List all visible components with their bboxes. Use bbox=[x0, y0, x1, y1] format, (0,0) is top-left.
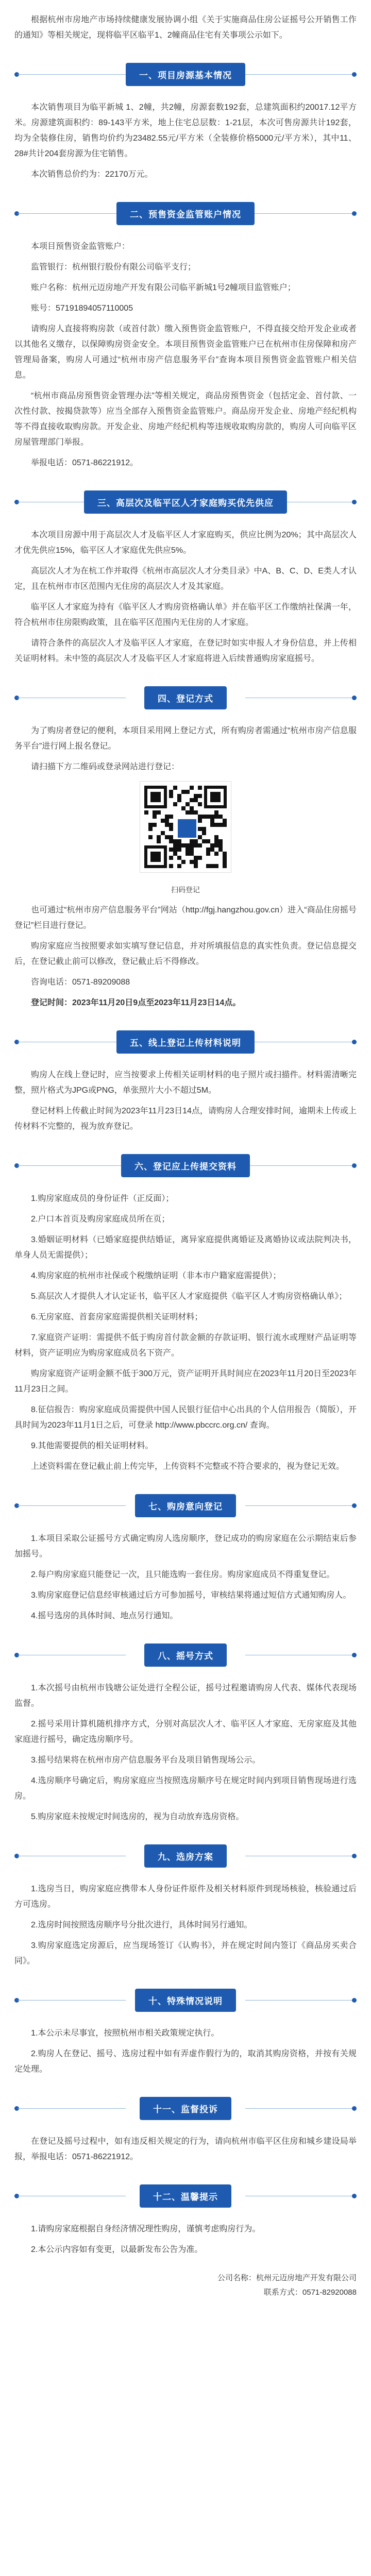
heading-dot-icon bbox=[352, 2194, 357, 2198]
section-paragraph: 购房家庭应当按照要求如实填写登记信息，并对所填报信息的真实性负责。登记信息提交后，在登记截止前可以修改，登记截止后不得修改。 bbox=[14, 942, 357, 966]
section-paragraph: 高层次人才为在杭工作并取得《杭州市高层次人才分类目录》中A、B、C、D、E类人才认定，且在杭州市市区范围内无住房的高层次人才及其家庭。 bbox=[14, 567, 357, 591]
section-paragraph: 4.选房顺序号确定后，购房家庭应当按照选房顺序号在规定时间内到项目销售现场进行选房。 bbox=[14, 1776, 357, 1801]
section-paragraph: 1.本次摇号由杭州市钱塘公证处进行全程公证，摇号过程邀请购房人代表、媒体代表现场监督。 bbox=[14, 1684, 357, 1708]
footer-date: 联系方式：0571-82920088 bbox=[263, 2288, 357, 2297]
heading-divider bbox=[18, 2108, 126, 2109]
footer bbox=[14, 2271, 357, 2310]
section-paragraph: 请扫描下方二维码或登录网站进行登记： bbox=[31, 762, 180, 771]
section-paragraph: 请符合条件的高层次人才及临平区人才家庭，在登记时如实申报人才身份信息，并上传相关证明材料。未中签的高层次人才及临平区人才家庭将进入后续普通购房家庭摇号。 bbox=[14, 639, 357, 663]
heading-divider bbox=[245, 1505, 353, 1506]
intro-paragraph: 根据杭州市房地产市场持续健康发展协调小组《关于实施商品住房公证摇号公开销售工作的通知》等相关规定，现将临平区临平1、2幢商品住宅有关事项公示如下。 bbox=[14, 15, 357, 40]
section-paragraph: 2.户口本首页及购房家庭成员所在页； bbox=[31, 1215, 170, 1224]
heading-divider bbox=[18, 213, 126, 214]
section-paragraph: 上述资料需在登记截止前上传完毕，上传资料不完整或不符合要求的，视为登记无效。 bbox=[31, 1462, 345, 1471]
section-paragraph: 8.征信报告：购房家庭成员需提供中国人民银行征信中心出具的个人信用报告（简版），开具时间为2023年11月1日之后，可登录 http://www.pbccrc.org.cn/ 查询。 bbox=[14, 1405, 357, 1430]
heading-dot-icon bbox=[352, 1854, 357, 1858]
section-paragraph: 临平区人才家庭为持有《临平区人才购房资格确认单》并在临平区工作缴纳社保满一年，符合杭州市住房限购政策，且在临平区范围内无住房的人才家庭。 bbox=[14, 603, 357, 627]
section-paragraph: “杭州市商品房预售资金管理办法”等相关规定，商品房预售资金（包括定金、首付款、一次性付款、按揭贷款等）应当全部存入预售资金监管账户。商品房开发企业、房地产经纪机构等不得直接收取购房款。开发企业、房地产经纪机构等违规收取购房款的，购房人可向临平区房屋管理部门举报。 bbox=[14, 392, 357, 447]
section-title: 八、摇号方式 bbox=[144, 1643, 227, 1667]
section-heading bbox=[14, 488, 357, 515]
section-paragraph: 请购房人直接将购房款（或首付款）缴入预售资金监管账户，不得直接交给开发企业或者以其他名义缴存，以保障购房资金安全。本项目预售资金监管账户已在杭州市住房保障和房产管理局备案，购房人可通过“杭州市房产信息服务平台”查询本项目预售资金监管账户相关信息。 bbox=[14, 325, 357, 380]
section-paragraph: 5.高层次人才提供人才认定证书，临平区人才家庭提供《临平区人才购房资格确认单》； bbox=[31, 1292, 347, 1301]
section-paragraph: 登记材料上传截止时间为2023年11月23日14点，请购房人合理安排时间，逾期未上传或上传材料不完整的，视为放弃登记。 bbox=[14, 1107, 357, 1131]
section-paragraph: 1.本公示未尽事宜，按照杭州市相关政策规定执行。 bbox=[31, 2029, 220, 2038]
heading-divider bbox=[18, 1165, 126, 1166]
section-title: 十、特殊情况说明 bbox=[135, 1989, 236, 2012]
section-paragraph: 5.购房家庭未按规定时间选房的，视为自动放弃选房资格。 bbox=[31, 1812, 244, 1821]
section-paragraph: 也可通过“杭州市房产信息服务平台”网站（http://fgj.hangzhou.gov.cn）进入“商品住房摇号登记”栏目进行登记。 bbox=[14, 906, 357, 930]
section-title: 七、购房意向登记 bbox=[135, 1494, 236, 1517]
section-paragraph: 咨询电话：0571-89209088 bbox=[31, 978, 130, 987]
section-paragraph: 4.购房家庭的杭州市社保或个税缴纳证明（非本市户籍家庭需提供）； bbox=[31, 1272, 281, 1280]
section-paragraph: 4.摇号选房的具体时间、地点另行通知。 bbox=[31, 1612, 178, 1620]
section-paragraph: 本次项目房源中用于高层次人才及临平区人才家庭购买，供应比例为20%；其中高层次人才优先供应15%，临平区人才家庭优先供应5%。 bbox=[14, 531, 357, 555]
section-paragraph: 为了购房者登记的便利，本项目采用网上登记方式，所有购房者需通过“杭州市房产信息服务平台”进行网上报名登记。 bbox=[14, 726, 357, 751]
section-paragraph: 3.购房家庭登记信息经审核通过后方可参加摇号，审核结果将通过短信方式通知购房人。 bbox=[31, 1591, 351, 1600]
section-paragraph: 账户名称：杭州元迈房地产开发有限公司临平新城1号2幢项目监管账户； bbox=[31, 283, 296, 292]
heading-divider bbox=[18, 2000, 126, 2001]
section-heading bbox=[14, 1641, 357, 1668]
section-paragraph: 账号：57191894057110005 bbox=[31, 304, 133, 313]
section-paragraph: 购房人在线上登记时，应当按要求上传相关证明材料的电子照片或扫描件。材料需清晰完整，照片格式为JPG或PNG，单张照片大小不超过5M。 bbox=[14, 1071, 357, 1095]
section-paragraph: 1.本项目采取公证摇号方式确定购房人选房顺序，登记成功的购房家庭在公示期结束后参加摇号。 bbox=[14, 1534, 357, 1558]
section-title: 十二、温馨提示 bbox=[140, 2184, 231, 2208]
section-paragraph: 1.请购房家庭根据自身经济情况理性购房，谨慎考虑购房行为。 bbox=[31, 2225, 261, 2233]
heading-dot-icon bbox=[352, 696, 357, 700]
section-title: 六、登记应上传提交资料 bbox=[121, 1154, 250, 1177]
section-heading bbox=[14, 2182, 357, 2209]
qr-code-block bbox=[14, 781, 357, 873]
section-heading bbox=[14, 200, 357, 227]
heading-divider bbox=[245, 1165, 353, 1166]
section-paragraph: 举报电话：0571-86221912。 bbox=[31, 459, 139, 467]
heading-divider bbox=[245, 74, 353, 75]
section-title: 十一、监督投诉 bbox=[140, 2097, 231, 2120]
heading-dot-icon bbox=[352, 1998, 357, 2003]
section-title: 三、高层次及临平区人才家庭购买优先供应 bbox=[84, 490, 287, 514]
qr-code-icon[interactable] bbox=[140, 781, 231, 873]
section-heading bbox=[14, 1842, 357, 1869]
section-heading bbox=[14, 1987, 357, 2013]
section-heading bbox=[14, 684, 357, 711]
section-title: 四、登记方式 bbox=[144, 686, 227, 709]
heading-dot-icon bbox=[352, 1653, 357, 1657]
section-paragraph: 本次销售项目为临平新城 1、2幢，共2幢，房源套数192套，总建筑面积约20017.12平方米。房源建筑面积约：89-143平方米，地上住宅总层数：1-21层，本次可售房源共计192套，均为全装修住房，销售均价约为23482.55元/平方米（全装修价格5000元/平方米），其中11、28#共计204套房源为住宅销售。 bbox=[14, 103, 357, 158]
section-paragraph: 在登记及摇号过程中，如有违反相关规定的行为，请向杭州市临平区住房和城乡建设局举报，举报电话：0571-86221912。 bbox=[14, 2137, 357, 2161]
heading-dot-icon bbox=[352, 500, 357, 504]
heading-divider bbox=[245, 213, 353, 214]
section-paragraph: 购房家庭资产证明金额不低于300万元，资产证明开具时间应在2023年11月20日至2023年11月23日之间。 bbox=[14, 1369, 357, 1394]
section-paragraph: 2.本公示内容如有变更，以最新发布公告为准。 bbox=[31, 2245, 203, 2254]
section-heading bbox=[14, 1028, 357, 1055]
heading-dot-icon bbox=[352, 1040, 357, 1044]
heading-divider bbox=[245, 2108, 353, 2109]
section-paragraph: 9.其他需要提供的相关证明材料。 bbox=[31, 1442, 154, 1450]
heading-divider bbox=[18, 1505, 126, 1506]
section-heading bbox=[14, 2095, 357, 2122]
heading-divider bbox=[245, 2000, 353, 2001]
section-paragraph: 3.购房家庭选定房源后，应当现场签订《认购书》，并在规定时间内签订《商品房买卖合同》。 bbox=[14, 1941, 357, 1965]
section-paragraph: 2.每户购房家庭只能登记一次，且只能选购一套住房。购房家庭成员不得重复登记。 bbox=[31, 1570, 335, 1579]
section-paragraph: 监管银行：杭州银行股份有限公司临平支行； bbox=[31, 263, 196, 272]
heading-dot-icon bbox=[352, 1163, 357, 1168]
heading-dot-icon bbox=[352, 72, 357, 77]
heading-dot-icon bbox=[352, 211, 357, 216]
section-title: 一、项目房源基本情况 bbox=[126, 63, 245, 86]
heading-divider bbox=[18, 74, 126, 75]
qr-logo-icon bbox=[176, 818, 198, 839]
section-title: 二、预售资金监管账户情况 bbox=[116, 202, 255, 225]
qr-caption: 扫码登记 bbox=[171, 886, 200, 894]
section-title: 五、线上登记上传材料说明 bbox=[116, 1030, 255, 1054]
section-heading bbox=[14, 1152, 357, 1179]
sections-container bbox=[14, 61, 357, 2258]
heading-dot-icon bbox=[352, 1503, 357, 1508]
section-paragraph: 7.家庭资产证明：需提供不低于购房首付款金额的存款证明、银行流水或理财产品证明等材料，资产证明应为购房家庭成员名下资产。 bbox=[14, 1333, 357, 1358]
section-paragraph: 本项目预售资金监管账户： bbox=[31, 242, 130, 251]
footer-company: 公司名称：杭州元迈房地产开发有限公司 bbox=[217, 2274, 357, 2282]
section-paragraph: 1.选房当日，购房家庭应携带本人身份证件原件及相关材料原件到现场核验，核验通过后方可选房。 bbox=[14, 1885, 357, 1909]
section-title: 九、选房方案 bbox=[144, 1844, 227, 1868]
section-paragraph: 2.购房人在登记、摇号、选房过程中如有弄虚作假行为的，取消其购房资格，并按有关规定处理。 bbox=[14, 2049, 357, 2074]
section-paragraph: 本次销售总价约为：22170万元。 bbox=[31, 170, 153, 179]
section-heading bbox=[14, 61, 357, 88]
section-paragraph: 3.婚姻证明材料（已婚家庭提供结婚证，离异家庭提供离婚证及离婚协议或法院判决书，单身人员无需提供）； bbox=[14, 1235, 357, 1260]
section-paragraph: 3.摇号结果将在杭州市房产信息服务平台及项目销售现场公示。 bbox=[31, 1756, 261, 1765]
section-paragraph: 2.摇号采用计算机随机排序方式，分别对高层次人才、临平区人才家庭、无房家庭及其他家庭进行摇号，确定选房顺序号。 bbox=[14, 1720, 357, 1744]
section-paragraph: 1.购房家庭成员的身份证件（正反面）； bbox=[31, 1194, 174, 1203]
section-paragraph: 6.无房家庭、首套房家庭需提供相关证明材料； bbox=[31, 1313, 203, 1321]
section-heading bbox=[14, 1492, 357, 1519]
section-paragraph: 登记时间：2023年11月20日9点至2023年11月23日14点。 bbox=[31, 998, 241, 1007]
section-paragraph: 2.选房时间按照选房顺序号分批次进行，具体时间另行通知。 bbox=[31, 1921, 252, 1929]
heading-dot-icon bbox=[352, 2106, 357, 2111]
